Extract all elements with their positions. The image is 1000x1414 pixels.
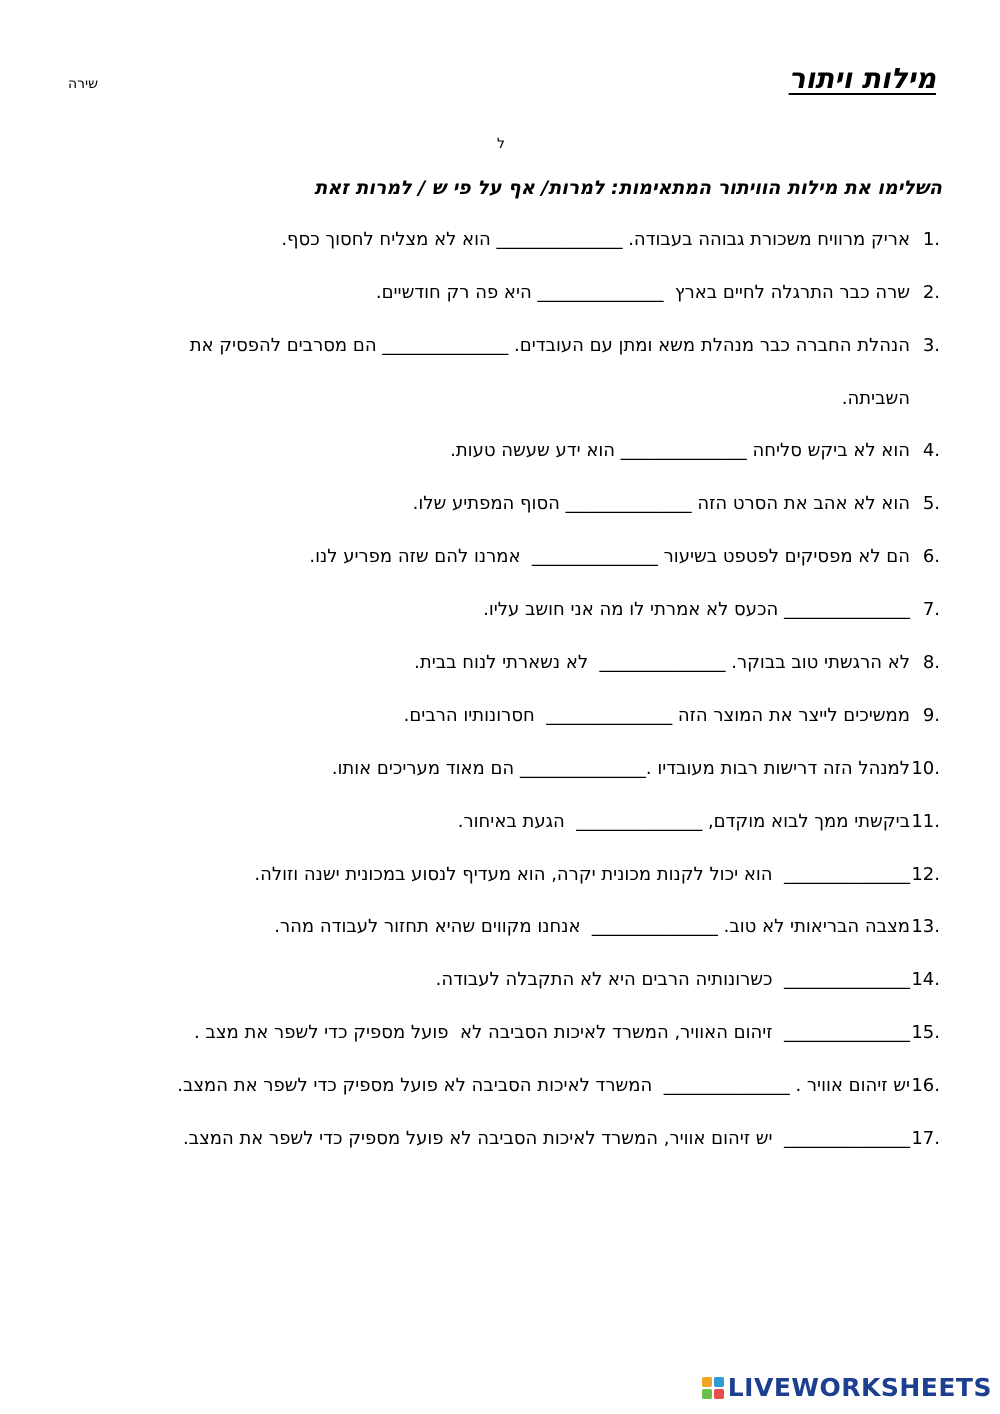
question-7 bbox=[100, 599, 940, 620]
question-10 bbox=[100, 758, 940, 779]
question-number: 6. bbox=[922, 546, 940, 567]
question-number: 17. bbox=[911, 1128, 940, 1149]
instructions: השלימו את מילות הוויתור המתאימות: למרות/ אף על פי ש / למרות זאת bbox=[314, 177, 942, 199]
question-text[interactable]: שרה כבר התרגלה לחיים בארץ ______________ היא פה רק חודשיים. bbox=[375, 282, 910, 303]
student-name: שירה bbox=[68, 76, 99, 92]
question-text[interactable]: ______________ הוא יכול לקנות מכונית יקרה, הוא מעדיף לנסוע במכונית ישנה וזולה. bbox=[254, 864, 910, 885]
question-text[interactable]: הנהלת החברה כבר מנהלת משא ומתן עם העובדים. ______________ הם מסרבים להפסיק את bbox=[189, 335, 910, 356]
question-1 bbox=[100, 229, 940, 250]
page-title: מילות ויתור bbox=[788, 62, 936, 95]
question-number: 8. bbox=[922, 652, 940, 673]
question-number: 14. bbox=[911, 969, 940, 990]
brand-name: LIVEWORKSHEETS bbox=[727, 1373, 992, 1402]
question-text[interactable]: ______________ הכעס לא אמרתי לו מה אני חושב עליו. bbox=[483, 599, 910, 620]
question-number: 3. bbox=[922, 335, 940, 356]
question-16 bbox=[100, 1075, 940, 1096]
question-5 bbox=[100, 493, 940, 514]
question-number: 10. bbox=[911, 758, 940, 779]
question-9 bbox=[100, 705, 940, 726]
question-14 bbox=[100, 969, 940, 990]
question-text[interactable]: ______________ זיהום האוויר, המשרד לאיכות הסביבה לא פועל מספיק כדי לשפר את מצב . bbox=[193, 1022, 910, 1043]
question-8 bbox=[100, 652, 940, 673]
question-number: 12. bbox=[911, 864, 940, 885]
question-12 bbox=[100, 864, 940, 885]
question-number: 1. bbox=[922, 229, 940, 250]
question-text[interactable]: ______________ יש זיהום אוויר, המשרד לאיכות הסביבה לא פועל מספיק כדי לשפר את המצב. bbox=[182, 1128, 910, 1149]
question-number: 9. bbox=[922, 705, 940, 726]
question-text[interactable]: הם לא מפסיקים לפטפט בשיעור ______________ אמרנו להם שזה מפריע לנו. bbox=[309, 546, 910, 567]
question-3-continuation: השביתה. bbox=[841, 388, 910, 409]
question-text[interactable]: ביקשתי ממך לבוא מוקדם, ______________ הגעת באיחור. bbox=[457, 811, 910, 832]
question-text[interactable]: לא הרגשתי טוב בבוקר. ______________ לא נשארתי לנוח בבית. bbox=[414, 652, 910, 673]
question-2 bbox=[100, 282, 940, 303]
question-text[interactable]: ממשיכים לייצר את המוצר הזה ______________ חסרונותיו הרבים. bbox=[403, 705, 910, 726]
question-number: 5. bbox=[922, 493, 940, 514]
question-17 bbox=[100, 1128, 940, 1149]
question-text[interactable]: הוא לא אהב את הסרט הזה ______________ הסוף המפתיע שלו. bbox=[412, 493, 910, 514]
question-number: 11. bbox=[911, 811, 940, 832]
question-text[interactable]: ______________ כשרונותיה הרבים היא לא התקבלה לעבודה. bbox=[435, 969, 910, 990]
question-number: 2. bbox=[922, 282, 940, 303]
question-11 bbox=[100, 811, 940, 832]
question-text[interactable]: אריק מרוויח משכורת גבוהה בעבודה. ______________ הוא לא מצליח לחסוך כסף. bbox=[281, 229, 910, 250]
question-number: 13. bbox=[911, 916, 940, 937]
stray-letter: ל bbox=[497, 136, 505, 152]
question-text[interactable]: הוא לא ביקש סליחה ______________ הוא ידע שעשה טעות. bbox=[450, 440, 910, 461]
liveworksheets-logo-icon bbox=[702, 1377, 724, 1399]
question-4 bbox=[100, 440, 940, 461]
liveworksheets-logo bbox=[702, 1373, 992, 1402]
question-13 bbox=[100, 916, 940, 937]
question-number: 7. bbox=[922, 599, 940, 620]
question-3 bbox=[100, 335, 940, 356]
question-text[interactable]: יש זיהום אוויר . ______________ המשרד לאיכות הסביבה לא פועל מספיק כדי לשפר את המצב. bbox=[177, 1075, 910, 1096]
question-number: 15. bbox=[911, 1022, 940, 1043]
question-text[interactable]: למנהל הזה דרישות רבות מעובדיו .______________ הם מאוד מעריכים אותו. bbox=[331, 758, 910, 779]
question-6 bbox=[100, 546, 940, 567]
question-text[interactable]: מצבה הבריאותי לא טוב. ______________ אנחנו מקווים שהיא תחזור לעבודה מהר. bbox=[274, 916, 910, 937]
question-number: 16. bbox=[911, 1075, 940, 1096]
question-number: 4. bbox=[922, 440, 940, 461]
question-15 bbox=[100, 1022, 940, 1043]
